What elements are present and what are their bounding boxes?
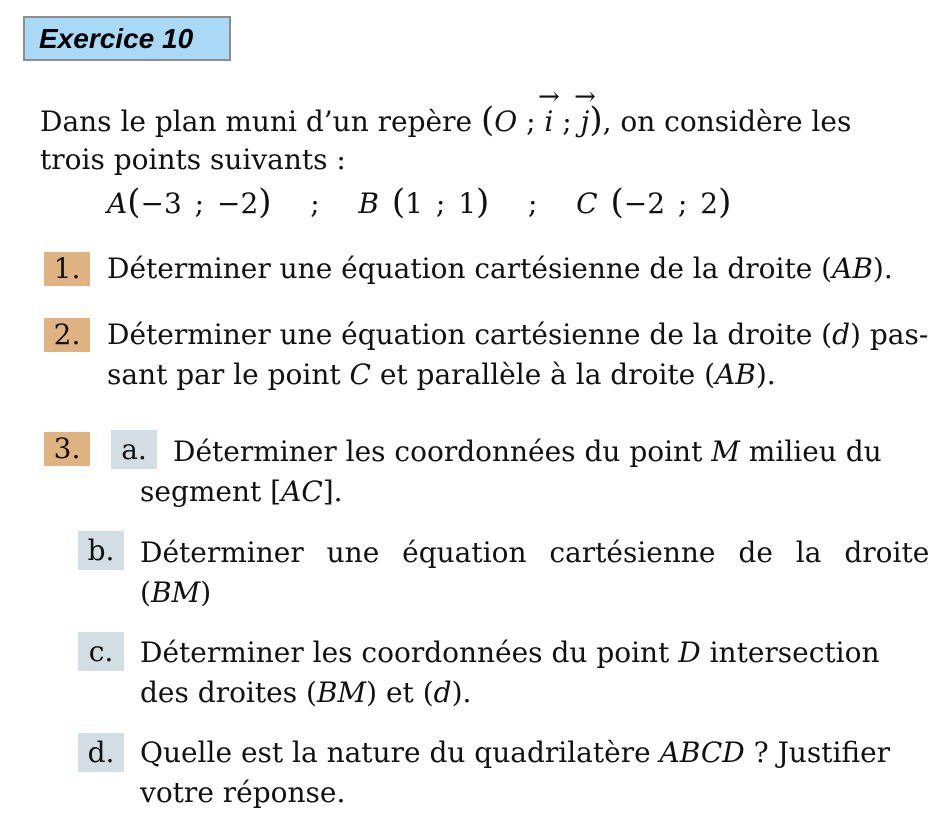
q3a-line-2	[140, 472, 343, 512]
q3b-label-badge: b.	[78, 531, 124, 570]
q3a-m: M	[711, 435, 740, 468]
q2-c: C	[349, 358, 371, 391]
q3b-line-2	[140, 573, 211, 613]
q3b-text-b: )	[200, 576, 212, 609]
q3c-text-d: ) et (	[366, 676, 434, 709]
q3a-text-a: Déterminer les coordonnées du point	[173, 435, 712, 468]
paren-close: )	[589, 100, 603, 140]
point-a-coords: −3 ; −2	[140, 187, 259, 220]
q1-number-badge: 1.	[44, 252, 90, 286]
q3b-text-a: (	[140, 576, 151, 609]
q3c-bm: BM	[316, 676, 367, 709]
point-b-label: B	[358, 187, 379, 220]
q3a-label-badge: a.	[111, 430, 157, 469]
point-c-coords: −2 ; 2	[623, 187, 719, 220]
q3c-line-1	[140, 633, 880, 673]
q3c-label-badge: c.	[78, 632, 124, 671]
paren-open: (	[480, 100, 495, 140]
intro-line-2: trois points suivants :	[40, 143, 346, 176]
q3a-text-c: segment [	[140, 475, 282, 508]
q2-text-e: ).	[755, 358, 776, 391]
point-b-coords: 1 ; 1	[405, 187, 477, 220]
exercise-title-box	[23, 16, 231, 61]
exercise-title: Exercice 10	[39, 23, 194, 54]
q3d-label-badge: d.	[78, 733, 124, 772]
q3c-d-line: d	[433, 676, 452, 709]
q3d-abcd: ABCD	[659, 736, 745, 769]
q2-line-1	[107, 315, 928, 355]
q1-text-a: Déterminer une équation cartésienne de la droite (	[107, 252, 833, 285]
q3-number-badge: 3.	[44, 432, 90, 466]
origin-label: O	[494, 105, 518, 138]
points-line: A(−3 ; −2) ; B (1 ; 1) ; C (−2 ; 2)	[107, 182, 732, 222]
q3c-text-a: Déterminer les coordonnées du point	[140, 636, 679, 669]
q3a-ac: AC	[281, 475, 323, 508]
q2-d: d	[832, 318, 851, 351]
q2-line-2	[107, 355, 776, 395]
q2-ab: AB	[715, 358, 756, 391]
q3d-line-1	[140, 733, 890, 773]
point-c-label: C	[576, 187, 598, 220]
point-a-label: A	[107, 187, 128, 220]
q3c-text-c: des droites (	[140, 676, 317, 709]
vector-j: → j	[581, 102, 590, 142]
q3a-text-b: milieu du	[739, 435, 882, 468]
q2-text-a: Déterminer une équation cartésienne de la droite (	[107, 318, 833, 351]
q2-text-c: sant par le point	[107, 358, 350, 391]
q3a-text-d: ].	[322, 475, 343, 508]
intro-text-a: Dans le plan muni d’un repère	[40, 105, 481, 138]
q3d-text-a: Quelle est la nature du quadrilatère	[140, 736, 660, 769]
q3a-line-1	[173, 432, 882, 472]
q1-text	[107, 249, 893, 289]
vector-i: → i	[544, 102, 553, 142]
q1-ab: AB	[832, 252, 873, 285]
intro-line-1: Dans le plan muni d’un repère (O ; → i ; → j), on considère les	[40, 100, 851, 142]
q3b-bm: BM	[150, 576, 201, 609]
q3d-line-2: votre réponse.	[140, 776, 346, 809]
q3c-text-e: ).	[451, 676, 472, 709]
q3d-text-b: ? Justifier	[744, 736, 891, 769]
q1-text-b: ).	[872, 252, 893, 285]
q3c-d: D	[678, 636, 701, 669]
q3c-line-2	[140, 673, 471, 713]
q2-number-badge: 2.	[44, 318, 90, 352]
intro-text-b: , on considère les	[602, 105, 852, 138]
q3b-line-1: Déterminer une équation cartésienne de la droite	[140, 536, 930, 569]
q2-text-d: et parallèle à la droite (	[370, 358, 716, 391]
q2-text-b: ) pas-	[850, 318, 929, 351]
q3c-text-b: intersection	[700, 636, 880, 669]
